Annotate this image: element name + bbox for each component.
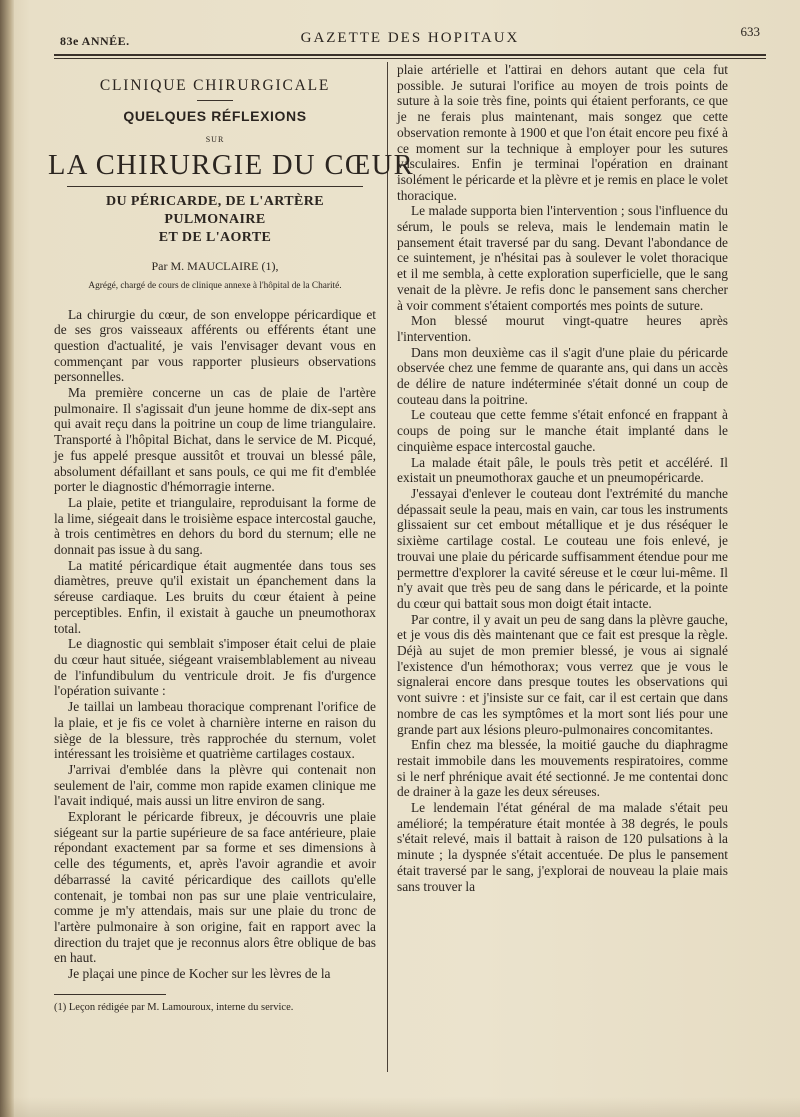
page-number: 633 — [740, 24, 760, 39]
body-paragraph: Le couteau que cette femme s'était enfoncé en frappant à coups de poing sur le manche était implanté dans le cinquième espace intercostal gauche. — [397, 407, 728, 454]
author-line: Par M. MAUCLAIRE (1), — [151, 259, 279, 274]
left-column — [48, 64, 415, 1014]
body-paragraph: Ma première concerne un cas de plaie de l'artère pulmonaire. Il s'agissait d'un jeune homme de dix-sept ans qui avait reçu dans la poitrine un coup de lime triangulaire. Transporté à l'hôpital Bichat, dans le service de M. Picqué, je fus appelé presque aussitôt et trouvai un blessé pâle, absolument défaillant et sans pouls, ce qui me fit d'emblée porter le diagnostic d'hémorragie interne. — [54, 385, 376, 495]
body-paragraph: Par contre, il y avait un peu de sang dans la plèvre gauche, et je vous dis dès maintenant que ce fait est presque la règle. Déjà au sujet de mon premier blessé, je vous ai signalé l'existence d'un hémothorax; vous verrez que je vous le signalerai encore dans presque toutes les observations qui vont suivre : et j'insiste sur ce fait, car il est certain que dans nombre de cas les symptômes et la mort sont liés pour une grande part aux lésions pleuro-pulmonaires concomitantes. — [397, 611, 728, 737]
right-column — [397, 62, 728, 894]
body-paragraph: Je taillai un lambeau thoracique comprenant l'orifice de la plaie, et je fis ce volet à charnière interne en raison du siège de la blessure, très rapprochée du sternum, volet intéressant les troisième et quatrième cartilages costaux. — [54, 699, 376, 762]
body-paragraph: La matité péricardique était augmentée dans tous ses diamètres, preuve qu'il existait un épanchement dans la séreuse cardiaque. Les bruits du cœur étaient à peine perceptibles. Enfin, il existait à gauche un pneumothorax total. — [54, 557, 376, 636]
section-rule — [197, 100, 233, 101]
author-affiliation: Agrégé, chargé de cours de clinique annexe à l'hôpital de la Charité. — [88, 280, 342, 291]
article-subtitle-line1: DU PÉRICARDE, DE L'ARTÈRE PULMONAIRE — [106, 194, 324, 228]
footnote-rule — [54, 994, 166, 995]
body-paragraph: Le malade supporta bien l'intervention ; sous l'influence du sérum, le pouls se releva, mais le lendemain matin le pansement était traversé par du sang. Devant l'abondance de ce suintement, je n'hésitai pas à soulever le volet thoracique et il me sembla, à cette exploration superficielle, que le sang venait de la plèvre. Je refis donc le pansement sans chercher à voir comment s'étaient comportés mes points de suture. — [397, 203, 728, 313]
body-paragraph: plaie artérielle et l'attirai en dehors autant que cela fut possible. Je suturai l'orifice au moyen de trois points de suture à la soie très fine, points qui étaient perforants, ce que je ne ferais plus maintenant, mais songez que cette observation remonte à 1900 et que l'on était encore peu fixé à ce moment sur la technique à employer pour les sutures vasculaires. Enfin je terminai l'opération en drainant isolément le péricarde et la plèvre et je remis en place le volet thoracique. — [397, 62, 728, 203]
section-label: CLINIQUE CHIRURGICALE — [99, 77, 331, 94]
issue-label: 83e ANNÉE. — [60, 34, 130, 48]
body-paragraph: Explorant le péricarde fibreux, je découvris une plaie siégeant sur la partie supérieure de sa face antérieure, plaie répondant exactement par sa forme et ses dimensions à celle des téguments, et, après l'avoir agrandie et avoir débarrassé la cavité péricardique des caillots qu'elle contenait, je tombai non pas sur une plaie ventriculaire, comme je m'y attendais, mais sur une plaie du tronc de l'artère pulmonaire à son origine, fait en rapport avec la direction du trajet que je reconnus alors être oblique de bas en haut. — [54, 809, 376, 966]
body-paragraph: Le diagnostic qui semblait s'imposer était celui de plaie du cœur haut située, siégeant vraisemblablement au niveau de l'infundibulum du ventricule droit. Je fis d'urgence l'opération suivante : — [54, 636, 376, 699]
body-paragraph: Je plaçai une pince de Kocher sur les lèvres de la — [68, 966, 331, 982]
body-paragraph: Le lendemain l'état général de ma malade s'était peu amélioré; la température était montée à 38 degrés, le pouls s'était relevé, mais il battait à raison de 120 pulsations à la minute ; la dyspnée s'était accentuée. De plus le pansement était traversé par le sang, j'explorai de nouveau la plaie mais sans trouver la — [397, 800, 728, 894]
body-paragraph: Dans mon deuxième cas il s'agit d'une plaie du péricarde observée chez une femme de quarante ans, qui dans un accès de délire de nature indéterminée s'était donné un coup de couteau dans la poitrine. — [397, 344, 728, 407]
body-paragraph: La plaie, petite et triangulaire, reproduisant la forme de la lime, siégeait dans le troisième espace intercostal gauche, à trois centimètres en dehors du bord du sternum; elle ne donnait pas issue à du sang. — [54, 494, 376, 558]
body-paragraph: J'arrivai d'emblée dans la plèvre qui contenait non seulement de l'air, comme mon rapide examen clinique me l'avait indiqué, mais aussi un litre environ de sang. — [54, 761, 376, 809]
body-paragraph: Enfin chez ma blessée, la moitié gauche du diaphragme restait immobile dans les mouvements respiratoires, comme si le nerf phrénique avait été sectionné. Je me contentai donc de drainer à la gaze les deux séreuses. — [397, 737, 728, 800]
header-rule-thick — [54, 54, 766, 56]
footnote: (1) Leçon rédigée par M. Lamouroux, interne du service. — [54, 1001, 294, 1013]
body-paragraph: La chirurgie du cœur, de son enveloppe péricardique et de ses gros vaisseaux afférents ou efférents étant une question d'actualité, je vais l'envisager devant vous en commençant par vous rapporter plusieurs observations personnelles. — [54, 306, 376, 385]
page-header — [60, 24, 760, 50]
article-title-main: LA CHIRURGIE DU CŒUR — [48, 150, 415, 182]
article-subtitle-line2: ET DE L'AORTE — [158, 230, 272, 246]
body-paragraph: J'essayai d'enlever le couteau dont l'extrémité du manche dépassait seule la peau, mais en vain, car tous les instruments glissaient sur cet embout métallique et je dus réséquer le sixième cartilage costal. Le couteau une fois enlevé, je trouvai une plaie du péricarde suffisamment étendue pour me permettre d'explorer la cavité séreuse et le cœur lui-même. Il n'y avait que très peu de sang dans le péricarde, et la pointe du cœur qui battait sous mon doigt était intacte. — [397, 485, 728, 611]
article-title-line1: QUELQUES RÉFLEXIONS — [123, 107, 307, 124]
column-divider — [387, 62, 388, 1072]
article-title-sur: SUR — [205, 135, 225, 145]
body-paragraph: La malade était pâle, le pouls très petit et accéléré. Il existait un pneumothorax gauche et un pneumopéricarde. — [397, 454, 728, 486]
title-rule — [67, 186, 363, 187]
header-rule-thin — [54, 58, 766, 59]
journal-title: GAZETTE DES HOPITAUX — [300, 30, 520, 46]
binding-spine — [0, 0, 14, 1117]
page-edge-shadow — [0, 1097, 800, 1117]
body-paragraph: Mon blessé mourut vingt-quatre heures après l'intervention. — [397, 313, 728, 344]
